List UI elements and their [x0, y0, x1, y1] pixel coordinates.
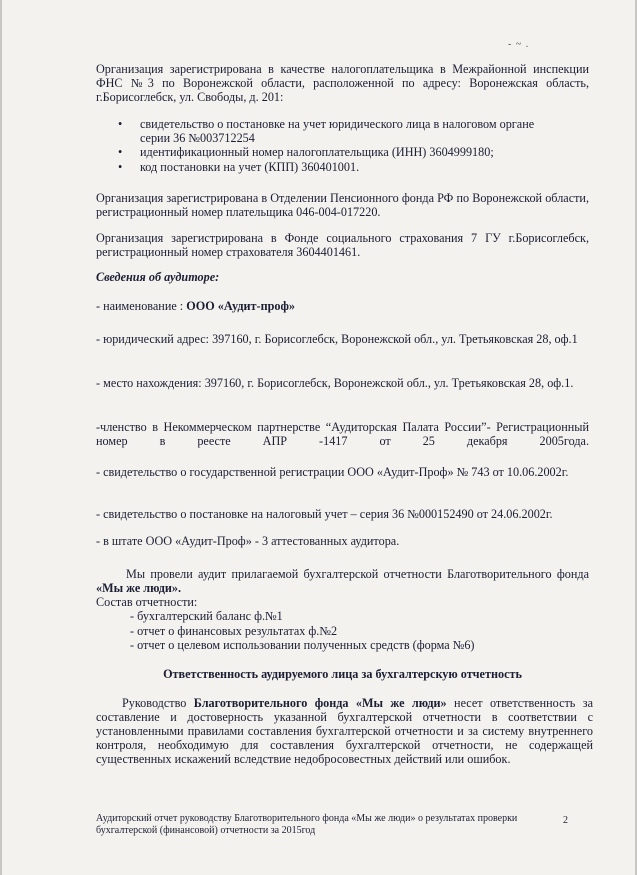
responsibility-heading: Ответственность аудируемого лица за бухгалтерскую отчетность	[163, 667, 522, 681]
responsibility-paragraph	[96, 696, 593, 766]
auditor-legal-address: - юридический адрес: 397160, г. Борисоглебск, Воронежской обл., ул. Третьяковская 28, оф.1	[96, 332, 578, 346]
auditor-staff: - в штате ООО «Аудит-Проф» - 3 аттестованных аудитора.	[96, 534, 400, 548]
auditor-tax-registration: - свидетельство о постановке на налоговый учет – серия 36 №000152490 от 24.06.2002г.	[96, 507, 553, 521]
social-fund-paragraph: Организация зарегистрирована в Фонде социального страхования 7 ГУ г.Борисоглебск, регистрационный номер страхователя 3604401461.	[96, 231, 589, 259]
audit-intro-text: Мы провели аудит прилагаемой бухгалтерской отчетности Благотворительного фонда	[126, 567, 589, 581]
certificate-item: • свидетельство о постановке на учет юридического лица в налоговом органе серии 36 №003712254	[140, 117, 560, 145]
auditor-membership: -членство в Некоммерческом партнерстве “Аудиторская Палата России”- Регистрационный номер в реесте АПР -1417 от 25 декабря 2005года.	[96, 420, 589, 448]
auditor-location: - место нахождения: 397160, г. Борисоглебск, Воронежской обл., ул. Третьяковская 28, оф.1.	[96, 376, 574, 390]
pension-fund-paragraph: Организация зарегистрирована в Отделении Пенсионного фонда РФ по Воронежской области, регистрационный номер плательщика 046-004-017220.	[96, 191, 589, 219]
auditor-state-registration: - свидетельство о государственной регистрации ООО «Аудит-Проф» № 743 от 10.06.2002г.	[96, 465, 569, 479]
responsibility-lead: Руководство	[122, 696, 187, 710]
report-item: - бухгалтерский баланс ф.№1	[130, 609, 283, 623]
responsibility-text: несет ответственность за составление и достоверность указанной бухгалтерской отчетности в соответствии с установленными правилами составления бухгалтерской отчетности и за систему внутреннего контроля, необходимую для составления бухгалтерской отчетности, не содержащей существенных искажений вследствие недобросовестных действий или ошибок.	[96, 696, 593, 766]
page-number: 2	[563, 815, 568, 826]
certificate-item: • код постановки на учет (КПП) 360401001.	[140, 160, 560, 174]
responsibility-fund-name: Благотворительного фонда «Мы же люди»	[193, 696, 447, 710]
report-item: - отчет о целевом использовании полученных средств (форма №6)	[130, 638, 475, 652]
scan-mark: - ~ .	[508, 39, 530, 50]
report-item: - отчет о финансовых результатах ф.№2	[130, 624, 338, 638]
auditor-name-line	[96, 299, 295, 313]
reports-heading: Состав отчетности:	[96, 595, 198, 609]
auditor-name-value: ООО «Аудит-проф»	[186, 299, 295, 313]
certificate-item: • идентификационный номер налогоплательщика (ИНН) 3604999180;	[140, 145, 560, 159]
auditor-heading: Сведения об аудиторе:	[96, 270, 220, 284]
page-left-edge	[0, 0, 2, 875]
footer-text: Аудиторский отчет руководству Благотворительного фонда «Мы же люди» о результатах проверки бухгалтерской (финансовой) отчетности за 2015год	[96, 813, 518, 836]
auditor-name-label: - наименование :	[96, 299, 184, 313]
audit-fund-name: «Мы же люди».	[96, 581, 182, 595]
audit-intro-paragraph	[96, 567, 589, 595]
taxpayer-registration-paragraph: Организация зарегистрирована в качестве налогоплательщика в Межрайонной инспекции ФНС №3 по Воронежской области, расположенной по адресу: Воронежская область, г.Борисоглебск, ул. Свободы, д. 201:	[96, 62, 589, 104]
